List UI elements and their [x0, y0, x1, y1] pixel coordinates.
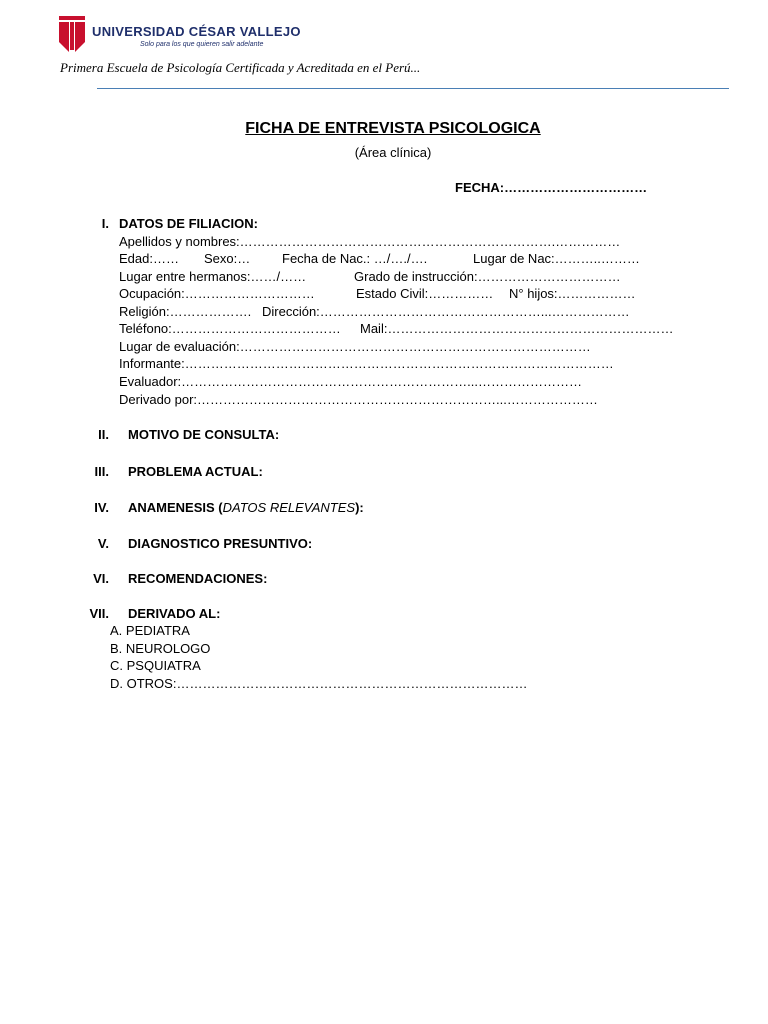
ocupacion-field: Ocupación:………………………… — [119, 286, 315, 301]
derivado-option: D. OTROS:……………………………………………………………………… — [110, 676, 528, 691]
university-slogan: Solo para los que quieren salir adelante — [140, 41, 264, 48]
ucv-shield-icon — [57, 14, 87, 54]
evaluador-field: Evaluador:…………………………………………………………...…………………… — [119, 374, 582, 389]
mail-field: Mail:………………………………………………………… — [360, 321, 674, 336]
grado-instruccion-field: Grado de instrucción:…………………………… — [354, 269, 621, 284]
section-4-title-post: ): — [355, 500, 364, 515]
derivado-por-field: Derivado por:……………………………………………………………...………………… — [119, 392, 598, 407]
section-1-title: DATOS DE FILIACION: — [119, 216, 258, 231]
telefono-field: Teléfono:………………………………… — [119, 321, 341, 336]
university-name: UNIVERSIDAD CÉSAR VALLEJO — [92, 24, 301, 39]
section-3-title: PROBLEMA ACTUAL: — [128, 464, 263, 479]
section-4-title-italic: DATOS RELEVANTES — [222, 500, 356, 515]
religion-field: Religión:………………. — [119, 304, 252, 319]
hijos-field: N° hijos:……………… — [509, 286, 636, 301]
header-divider — [97, 88, 729, 89]
section-2-number: II. — [98, 427, 109, 442]
derivado-option: B. NEUROLOGO — [110, 641, 211, 656]
estado-civil-field: Estado Civil:…………… — [356, 286, 494, 301]
edad-field: Edad:…… — [119, 251, 179, 266]
lugar-hermanos-field: Lugar entre hermanos:……/…… — [119, 269, 307, 284]
section-5-number: V. — [97, 536, 109, 551]
university-logo — [57, 14, 301, 54]
section-7-title: DERIVADO AL: — [128, 606, 221, 621]
sexo-field: Sexo:… — [204, 251, 251, 266]
section-4-title — [128, 500, 364, 515]
header-subtitle: Primera Escuela de Psicología Certificada y Acreditada en el Perú... — [60, 60, 421, 75]
document-title: FICHA DE ENTREVISTA PSICOLOGICA — [245, 120, 541, 137]
lugar-nac-field: Lugar de Nac:………..……… — [473, 251, 640, 266]
section-4-title-pre: ANAMENESIS ( — [128, 500, 223, 515]
section-6-number: VI. — [93, 571, 109, 586]
section-7-number: VII. — [89, 606, 109, 621]
section-4-number: IV. — [94, 500, 109, 515]
document-area: (Área clínica) — [354, 145, 432, 160]
derivado-option: A. PEDIATRA — [110, 623, 190, 638]
section-3-number: III. — [94, 464, 109, 479]
direccion-field: Dirección:……………………………………………...……………… — [262, 304, 630, 319]
section-6-title: RECOMENDACIONES: — [128, 571, 268, 586]
section-5-title: DIAGNOSTICO PRESUNTIVO: — [128, 536, 313, 551]
derivado-option: C. PSQUIATRA — [110, 658, 201, 673]
section-2-title: MOTIVO DE CONSULTA: — [128, 427, 280, 442]
informante-field: Informante:……………………………………………………………………………………… — [119, 356, 614, 371]
lugar-evaluacion-field: Lugar de evaluación:……………………………………………………………………… — [119, 339, 591, 354]
fecha-nac-field: Fecha de Nac.: …/…./…. — [282, 251, 428, 266]
apellidos-field: Apellidos y nombres:……………………………………………………………….…………… — [119, 234, 621, 249]
section-1-number: I. — [101, 216, 109, 231]
fecha-field: FECHA:…………………………… — [455, 180, 648, 195]
